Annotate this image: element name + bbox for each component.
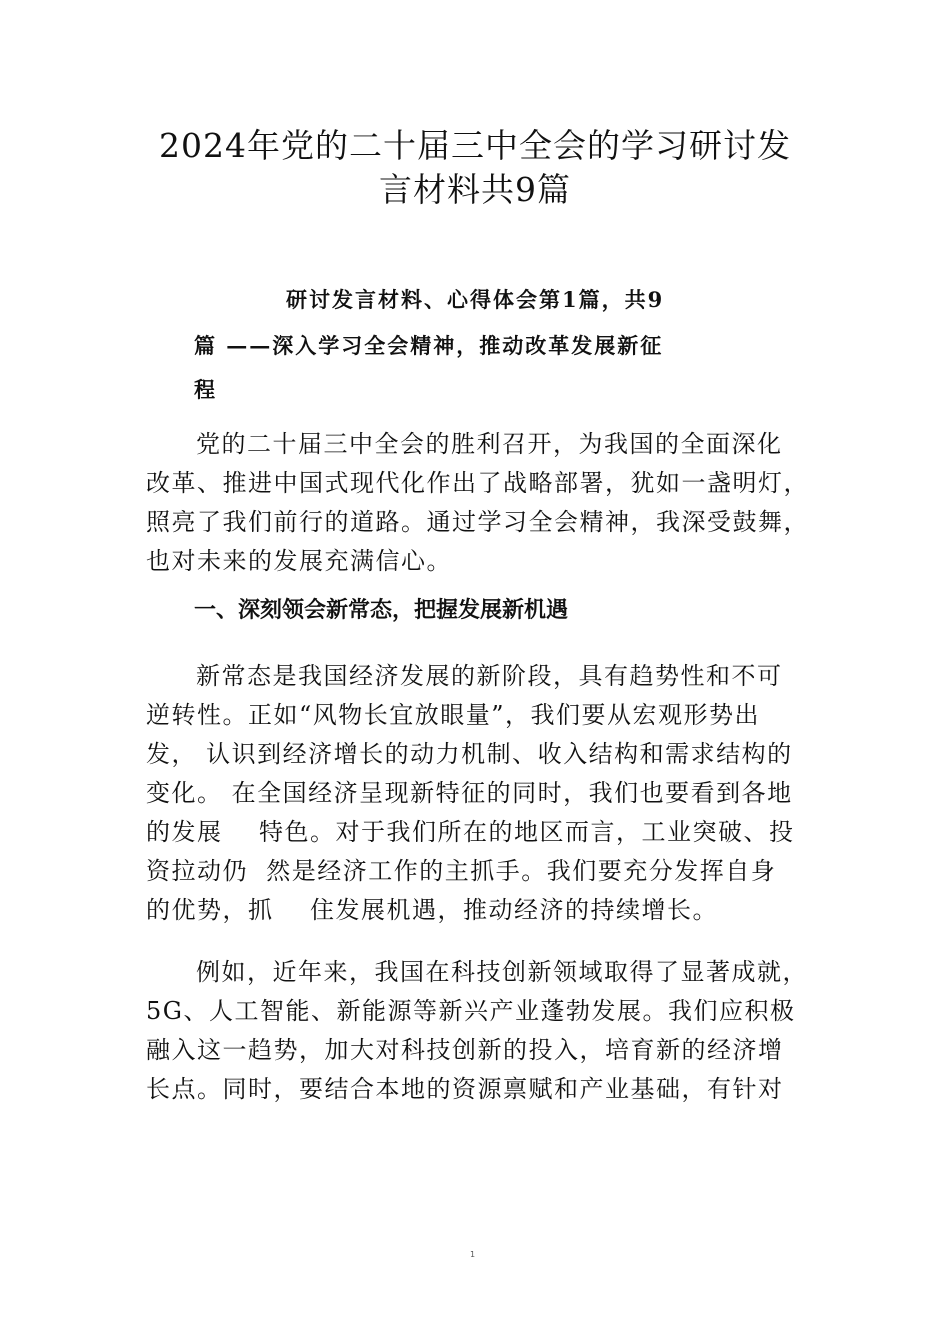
paragraph-2-line-4: 变化。 在全国经济呈现新特征的同时，我们也要看到各地 [146, 779, 793, 807]
paragraph-2-line-6: 资拉动仍 然是经济工作的主抓手。我们要充分发挥自身 [146, 857, 777, 885]
document-title-line-1: 2024年党的二十届三中全会的学习研讨发 [159, 126, 791, 165]
paragraph-2-line-5: 的发展 特色。对于我们所在的地区而言，工业突破、投 [146, 818, 795, 846]
paragraph-1-line-2: 改革、推进中国式现代化作出了战略部署，犹如一盏明灯， [146, 469, 809, 497]
document-title-line-2: 言材料共9篇 [379, 170, 571, 209]
page-number: 1 [470, 1250, 476, 1259]
paragraph-2-line-2: 逆转性。正如“风物长宜放眼量”，我们要从宏观形势出 [146, 701, 761, 729]
paragraph-2-line-3: 发， 认识到经济增长的动力机制、收入结构和需求结构的 [146, 740, 793, 768]
paragraph-1-line-1: 党的二十届三中全会的胜利召开，为我国的全面深化 [196, 430, 783, 458]
subtitle-line-1: 研讨发言材料、心得体会第1篇，共9 [286, 287, 665, 312]
subtitle-line-3: 程 [194, 377, 217, 402]
paragraph-2-line-7: 的优势，抓 住发展机遇，推动经济的持续增长。 [146, 896, 719, 924]
paragraph-2-line-1: 新常态是我国经济发展的新阶段，具有趋势性和不可 [196, 662, 783, 690]
subtitle-line-2: 篇 ——深入学习全会精神，推动改革发展新征 [194, 333, 664, 358]
section-heading-1: 一、深刻领会新常态，把握发展新机遇 [194, 598, 569, 623]
paragraph-3-line-4: 长点。同时，要结合本地的资源禀赋和产业基础，有针对 [146, 1075, 784, 1103]
paragraph-3-line-3: 融入这一趋势，加大对科技创新的投入，培育新的经济增 [146, 1036, 784, 1064]
paragraph-1-line-3: 照亮了我们前行的道路。通过学习全会精神，我深受鼓舞， [146, 508, 809, 536]
paragraph-3-line-1: 例如，近年来，我国在科技创新领域取得了显著成就， [196, 958, 808, 986]
paragraph-3-line-2: 5G、人工智能、新能源等新兴产业蓬勃发展。我们应积极 [146, 997, 796, 1025]
paragraph-1-line-4: 也对未来的发展充满信心。 [146, 547, 452, 575]
